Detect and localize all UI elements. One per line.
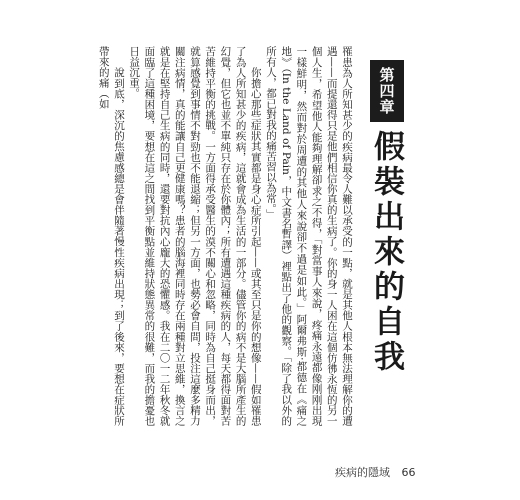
- running-title: 疾病的隱域: [335, 466, 390, 479]
- chapter-title: 假裝出來的自我: [368, 130, 404, 375]
- body-text: [97, 46, 354, 426]
- chapter-number-label: 第四章: [370, 60, 404, 122]
- page-footer: [335, 464, 416, 480]
- paragraph: 你擔心那些症狀其實都是身心症所引起——或其至只是你的想像——假如罹患了為人所知甚少的疾病，這就會成為生活的一部分。儘管你的病不是大腦所產生的幻覺，但它也並不單純只存在於你體內；所有遭遇這種疾病的人，每天都得面對苦苦維持平衡的挑戰。一方面得承受醫生的漠不關心和忽略，同時為自己挺身而出，就算感覺到事情不對勁也不能退縮；但另一方面，也勢必會自問，投注這麼多精力關注病情，真的能讓自己更健康嗎？患者的腦海裡同時存在兩種對立思維，換言之就是在堅持自己生病的同時，還要對抗內心龐大的恐懼感。我在二〇一二年秋冬就面臨了這種困境，要想在這之間找到平衡點並維持狀態異常的很難，而我的擔憂也日益沉重。: [128, 46, 262, 426]
- paragraph: 罹患為人所知甚少的疾病最令人難以承受的一點，就是其他人根本無法理解你的遭遇——而提還得只是他們相信你真的生病了。你的身一人困在這個仿彿永恆的另一個人生，希望他人能夠理解卻求之不得，「對當事人來說，疼痛永遠都像刚刚出現一樣鮮明，然而對於周遭的其他人來說卻不過是如此。」阿爾弗斯·都德在《痛之地》（In the Land of Pain，中文書名暫譯）裡點出了他的觀察。「除了我以外的所有人，都已對我的痛苦習以為常。」: [264, 46, 353, 426]
- paragraph: 說到底，深沉的焦慮感總是會伴隨著慢性疾病出現；到了後來，要想在症狀所帶來的痛（如: [97, 46, 125, 426]
- page-number: 66: [401, 466, 416, 479]
